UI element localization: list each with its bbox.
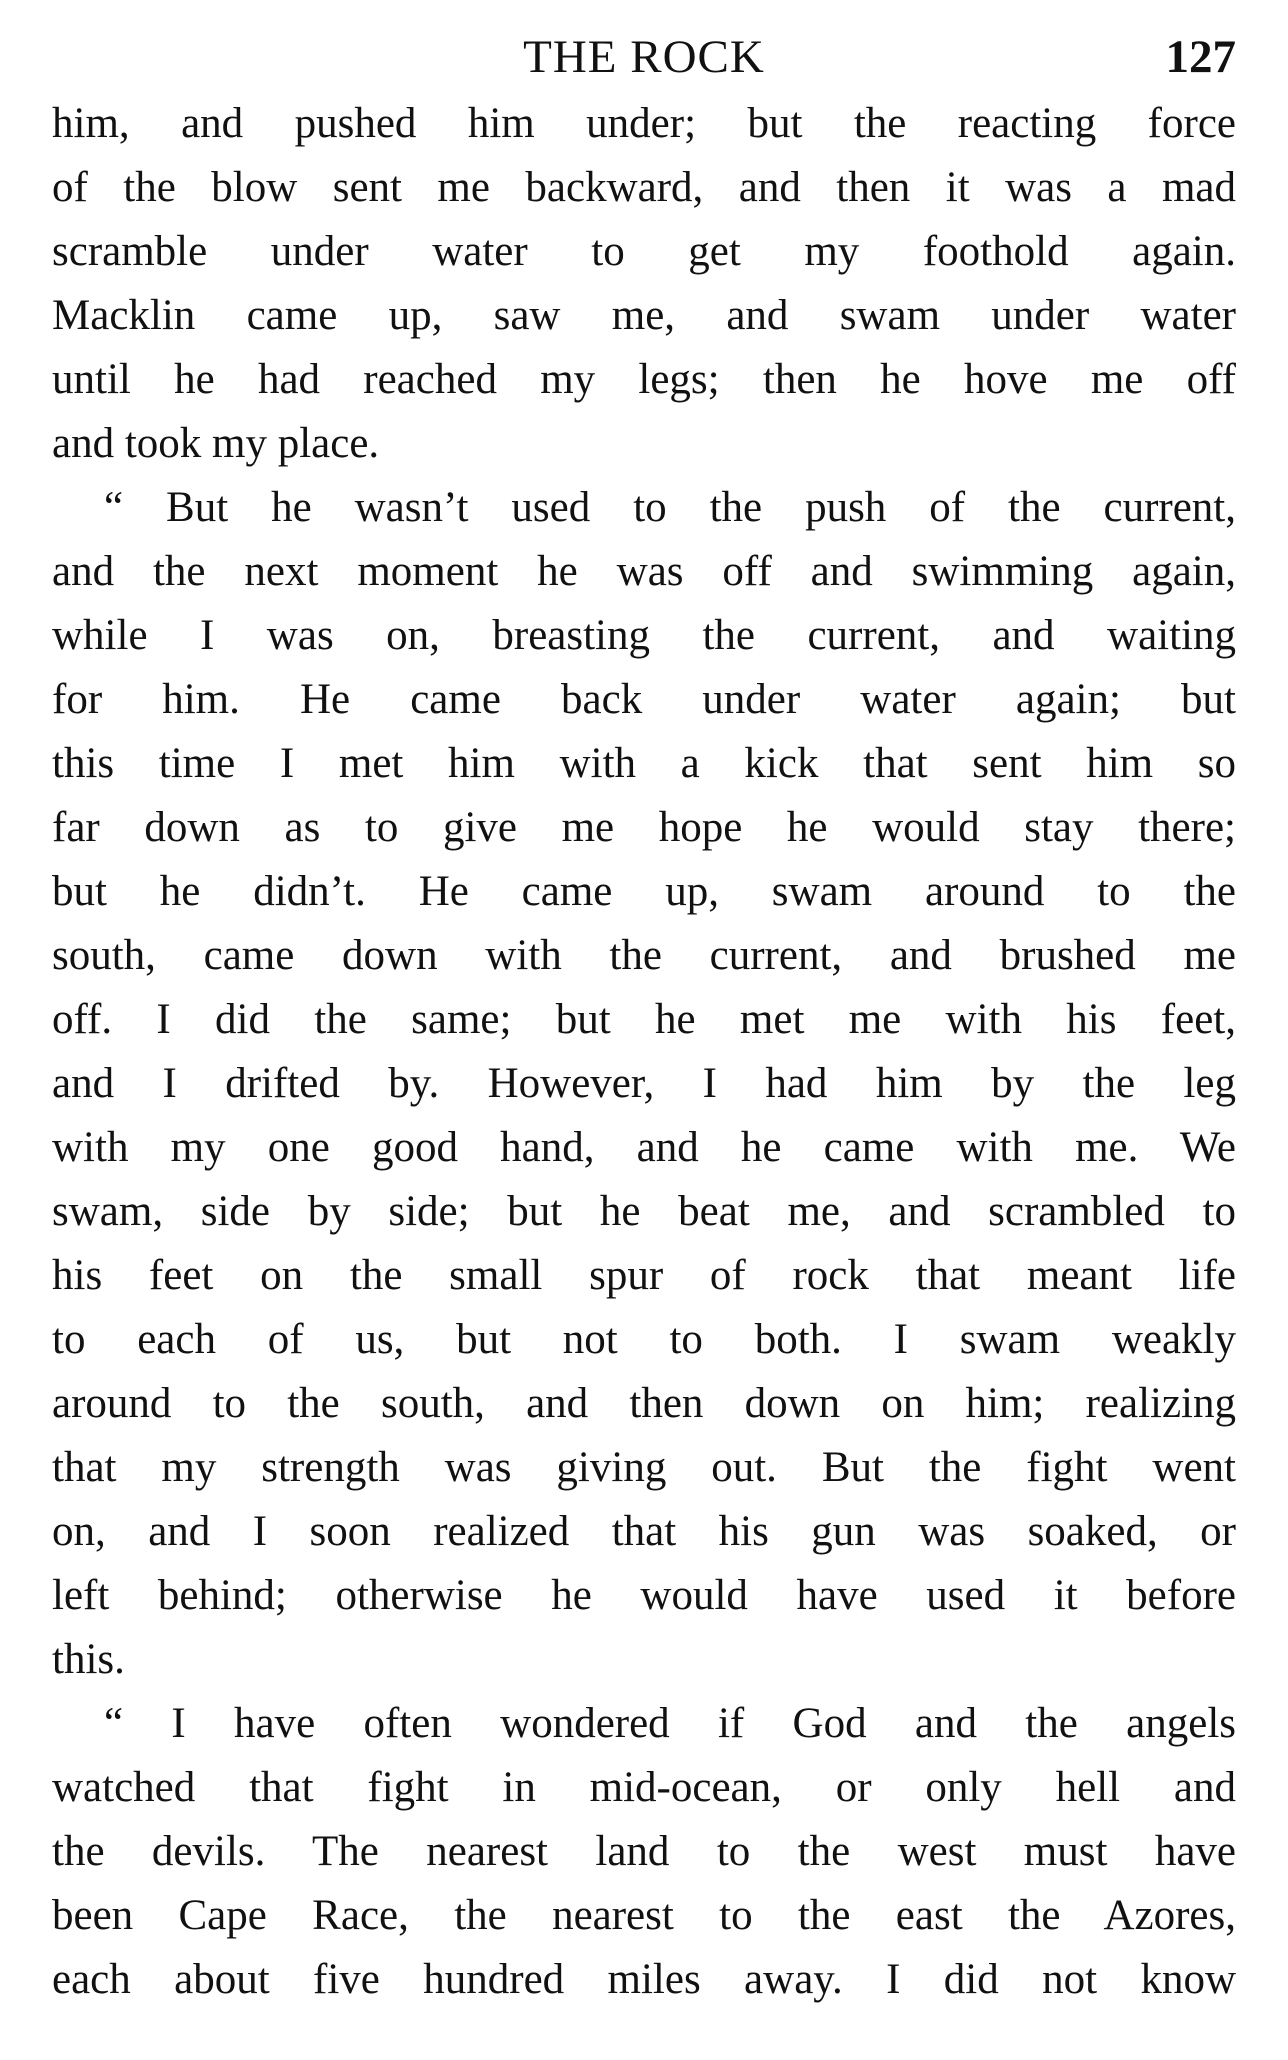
text-line: to each of us, but not to both. I swam weakly <box>52 1316 1236 1363</box>
text-line: and I drifted by. However, I had him by the leg <box>52 1060 1236 1107</box>
text-line: and took my place. <box>52 420 380 467</box>
text-line: left behind; otherwise he would have used it before <box>52 1572 1236 1619</box>
text-line: scramble under water to get my foothold again. <box>52 228 1236 275</box>
book-page <box>52 22 1236 2012</box>
text-line: watched that fight in mid-ocean, or only hell and <box>52 1764 1236 1811</box>
paragraph-1 <box>52 92 1236 476</box>
text-line: but he didn’t. He came up, swam around to the <box>52 868 1236 915</box>
text-line: around to the south, and then down on him; realizing <box>52 1380 1236 1427</box>
running-header <box>52 22 1236 92</box>
paragraph-2 <box>52 476 1236 1692</box>
text-line: this. <box>52 1636 125 1683</box>
text-line: far down as to give me hope he would stay there; <box>52 804 1236 851</box>
text-line: him, and pushed him under; but the reacting force <box>52 100 1236 147</box>
running-title: THE ROCK <box>523 31 765 83</box>
text-line: swam, side by side; but he beat me, and scrambled to <box>52 1188 1236 1235</box>
text-line: south, came down with the current, and brushed me <box>52 932 1236 979</box>
text-line: the devils. The nearest land to the west must have <box>52 1828 1236 1875</box>
text-line: been Cape Race, the nearest to the east the Azores, <box>52 1892 1236 1939</box>
text-line: Macklin came up, saw me, and swam under water <box>52 292 1236 339</box>
text-line: and the next moment he was off and swimming again, <box>52 548 1236 595</box>
text-line: with my one good hand, and he came with me. We <box>52 1124 1236 1171</box>
text-line: that my strength was giving out. But the fight went <box>52 1444 1236 1491</box>
text-line: this time I met him with a kick that sent him so <box>52 740 1236 787</box>
text-line: until he had reached my legs; then he hove me off <box>52 356 1236 403</box>
text-line: while I was on, breasting the current, and waiting <box>52 612 1236 659</box>
text-line: his feet on the small spur of rock that meant life <box>52 1252 1236 1299</box>
text-line: off. I did the same; but he met me with his feet, <box>52 996 1236 1043</box>
text-line: on, and I soon realized that his gun was soaked, or <box>52 1508 1236 1555</box>
paragraph-3 <box>52 1692 1236 2012</box>
text-line: “ But he wasn’t used to the push of the current, <box>104 484 1236 531</box>
text-line: “ I have often wondered if God and the angels <box>104 1700 1236 1747</box>
page-number: 127 <box>1165 31 1236 83</box>
text-line: for him. He came back under water again; but <box>52 676 1236 723</box>
text-line: each about five hundred miles away. I did not know <box>52 1956 1236 2003</box>
text-line: of the blow sent me backward, and then it was a mad <box>52 164 1236 211</box>
